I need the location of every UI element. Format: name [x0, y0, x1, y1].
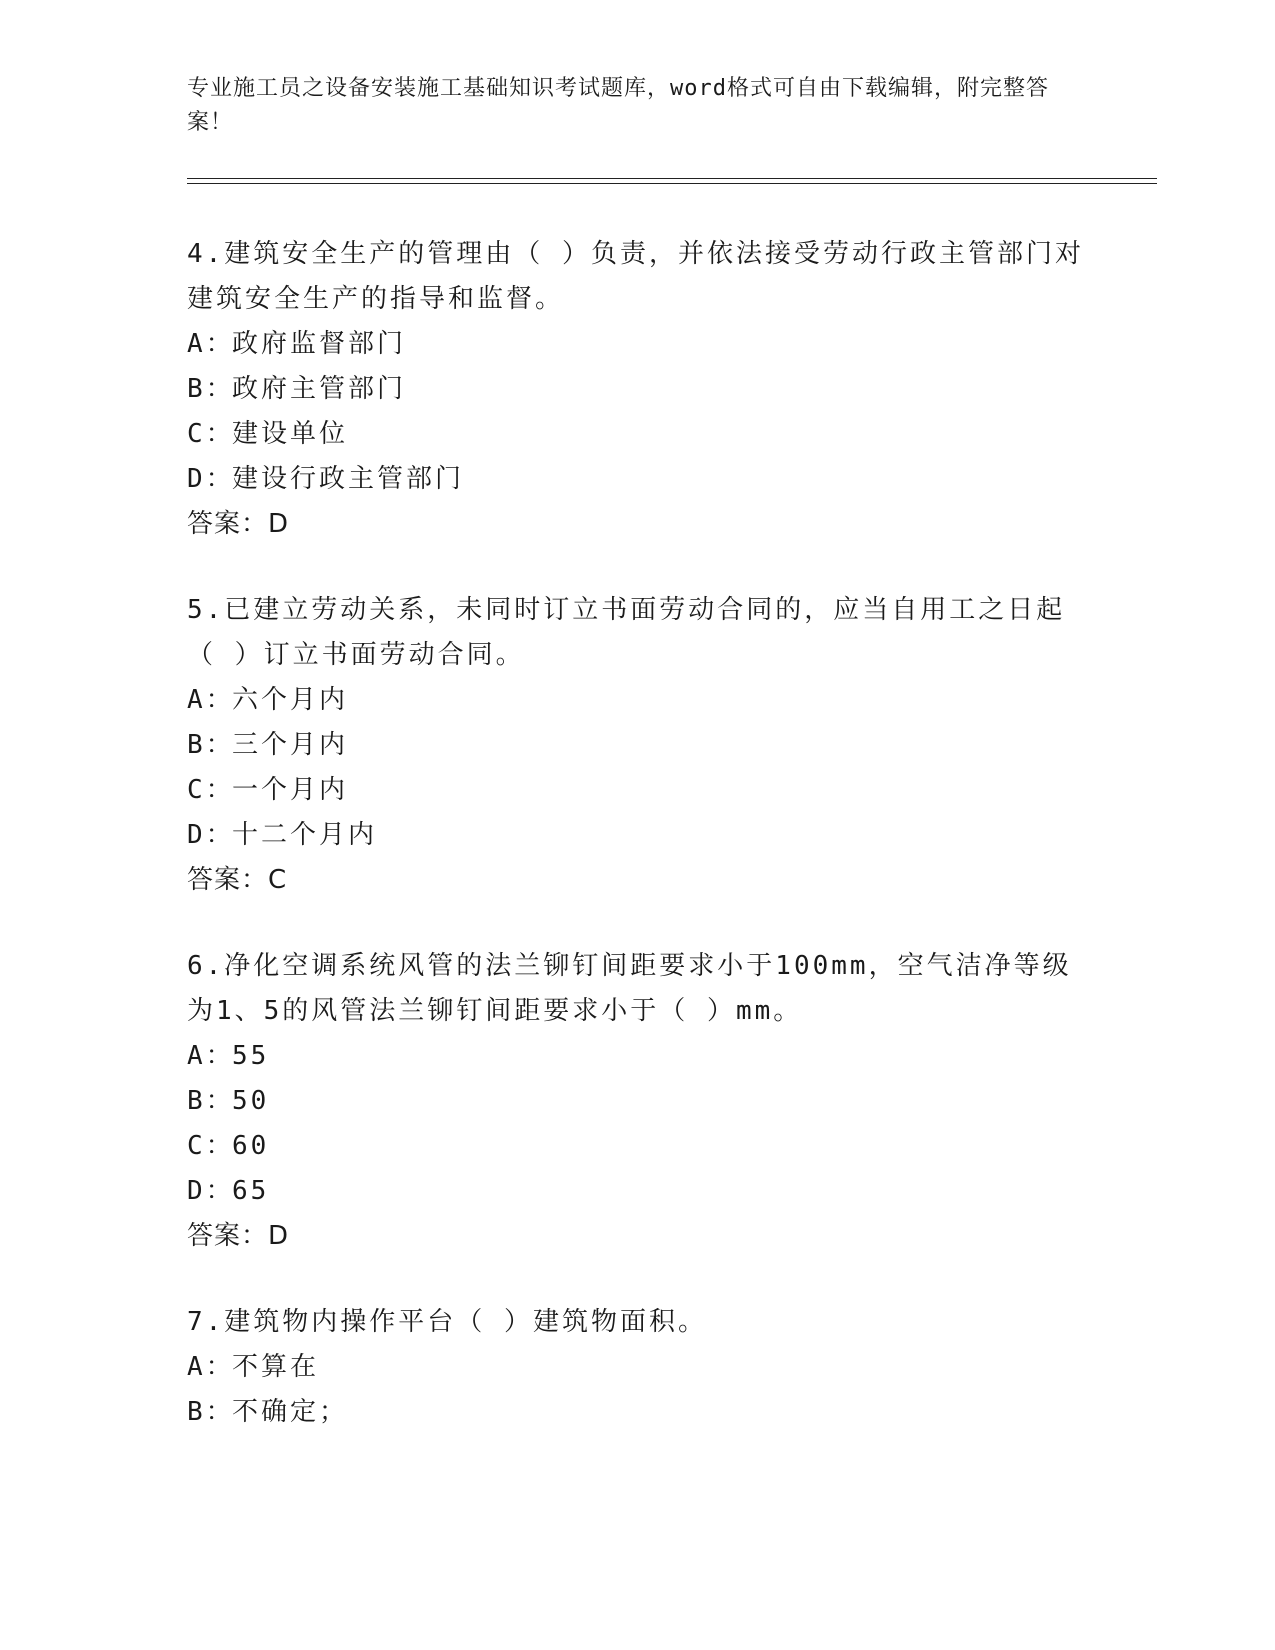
option-a [187, 1345, 1087, 1390]
option-text: 不确定； [232, 1397, 349, 1427]
option-text: 60 [232, 1131, 270, 1161]
question-text: 5.已建立劳动关系，未同时订立书面劳动合同的，应当自用工之日起（ ）订立书面劳动合同。 [187, 595, 1066, 670]
question-text: 4.建筑安全生产的管理由（ ）负责，并依法接受劳动行政主管部门对建筑安全生产的指导和监督。 [187, 239, 1084, 314]
option-text: 政府监督部门 [232, 329, 407, 359]
option-letter: A： [187, 1041, 235, 1071]
option-text: 建设单位 [232, 419, 349, 449]
option-letter: A： [187, 329, 235, 359]
option-letter: B： [187, 1086, 235, 1116]
option-b [187, 1390, 1087, 1435]
option-a [187, 1034, 1087, 1079]
question-item [187, 1300, 1087, 1435]
option-letter: B： [187, 1397, 235, 1427]
header-divider-bottom [187, 183, 1157, 184]
option-b [187, 1079, 1087, 1124]
option-d [187, 813, 1087, 858]
option-text: 政府主管部门 [232, 374, 407, 404]
option-text: 一个月内 [232, 775, 349, 805]
question-text: 7.建筑物内操作平台（ ）建筑物面积。 [187, 1307, 707, 1337]
option-text: 建设行政主管部门 [232, 464, 465, 494]
option-d [187, 1169, 1087, 1214]
option-letter: C： [187, 775, 235, 805]
option-b [187, 723, 1087, 768]
header-divider-top [187, 178, 1157, 179]
option-text: 三个月内 [232, 730, 349, 760]
option-c [187, 768, 1087, 813]
option-text: 65 [232, 1176, 270, 1206]
option-letter: B： [187, 730, 235, 760]
option-text: 六个月内 [232, 685, 349, 715]
question-text: 6.净化空调系统风管的法兰铆钉间距要求小于100mm，空气洁净等级为1、5的风管法兰铆钉间距要求小于（ ）mm。 [187, 951, 1072, 1026]
option-text: 55 [232, 1041, 270, 1071]
option-letter: D： [187, 464, 235, 494]
option-text: 50 [232, 1086, 270, 1116]
answer-line: 答案：C [187, 865, 288, 895]
answer-line: 答案：D [187, 1221, 290, 1251]
option-a [187, 322, 1087, 367]
question-list [187, 232, 1087, 1476]
option-letter: D： [187, 820, 235, 850]
option-letter: A： [187, 1352, 235, 1382]
option-c [187, 412, 1087, 457]
option-letter: B： [187, 374, 235, 404]
question-item [187, 944, 1087, 1259]
option-letter: C： [187, 1131, 235, 1161]
option-a [187, 678, 1087, 723]
option-letter: A： [187, 685, 235, 715]
question-item [187, 232, 1087, 547]
option-text: 不算在 [232, 1352, 320, 1382]
option-letter: D： [187, 1176, 235, 1206]
option-text: 十二个月内 [232, 820, 378, 850]
answer-line: 答案：D [187, 509, 290, 539]
option-b [187, 367, 1087, 412]
question-item [187, 588, 1087, 903]
document-header: 专业施工员之设备安装施工基础知识考试题库，word格式可自由下载编辑，附完整答案！ [187, 76, 1049, 135]
option-d [187, 457, 1087, 502]
option-letter: C： [187, 419, 235, 449]
option-c [187, 1124, 1087, 1169]
